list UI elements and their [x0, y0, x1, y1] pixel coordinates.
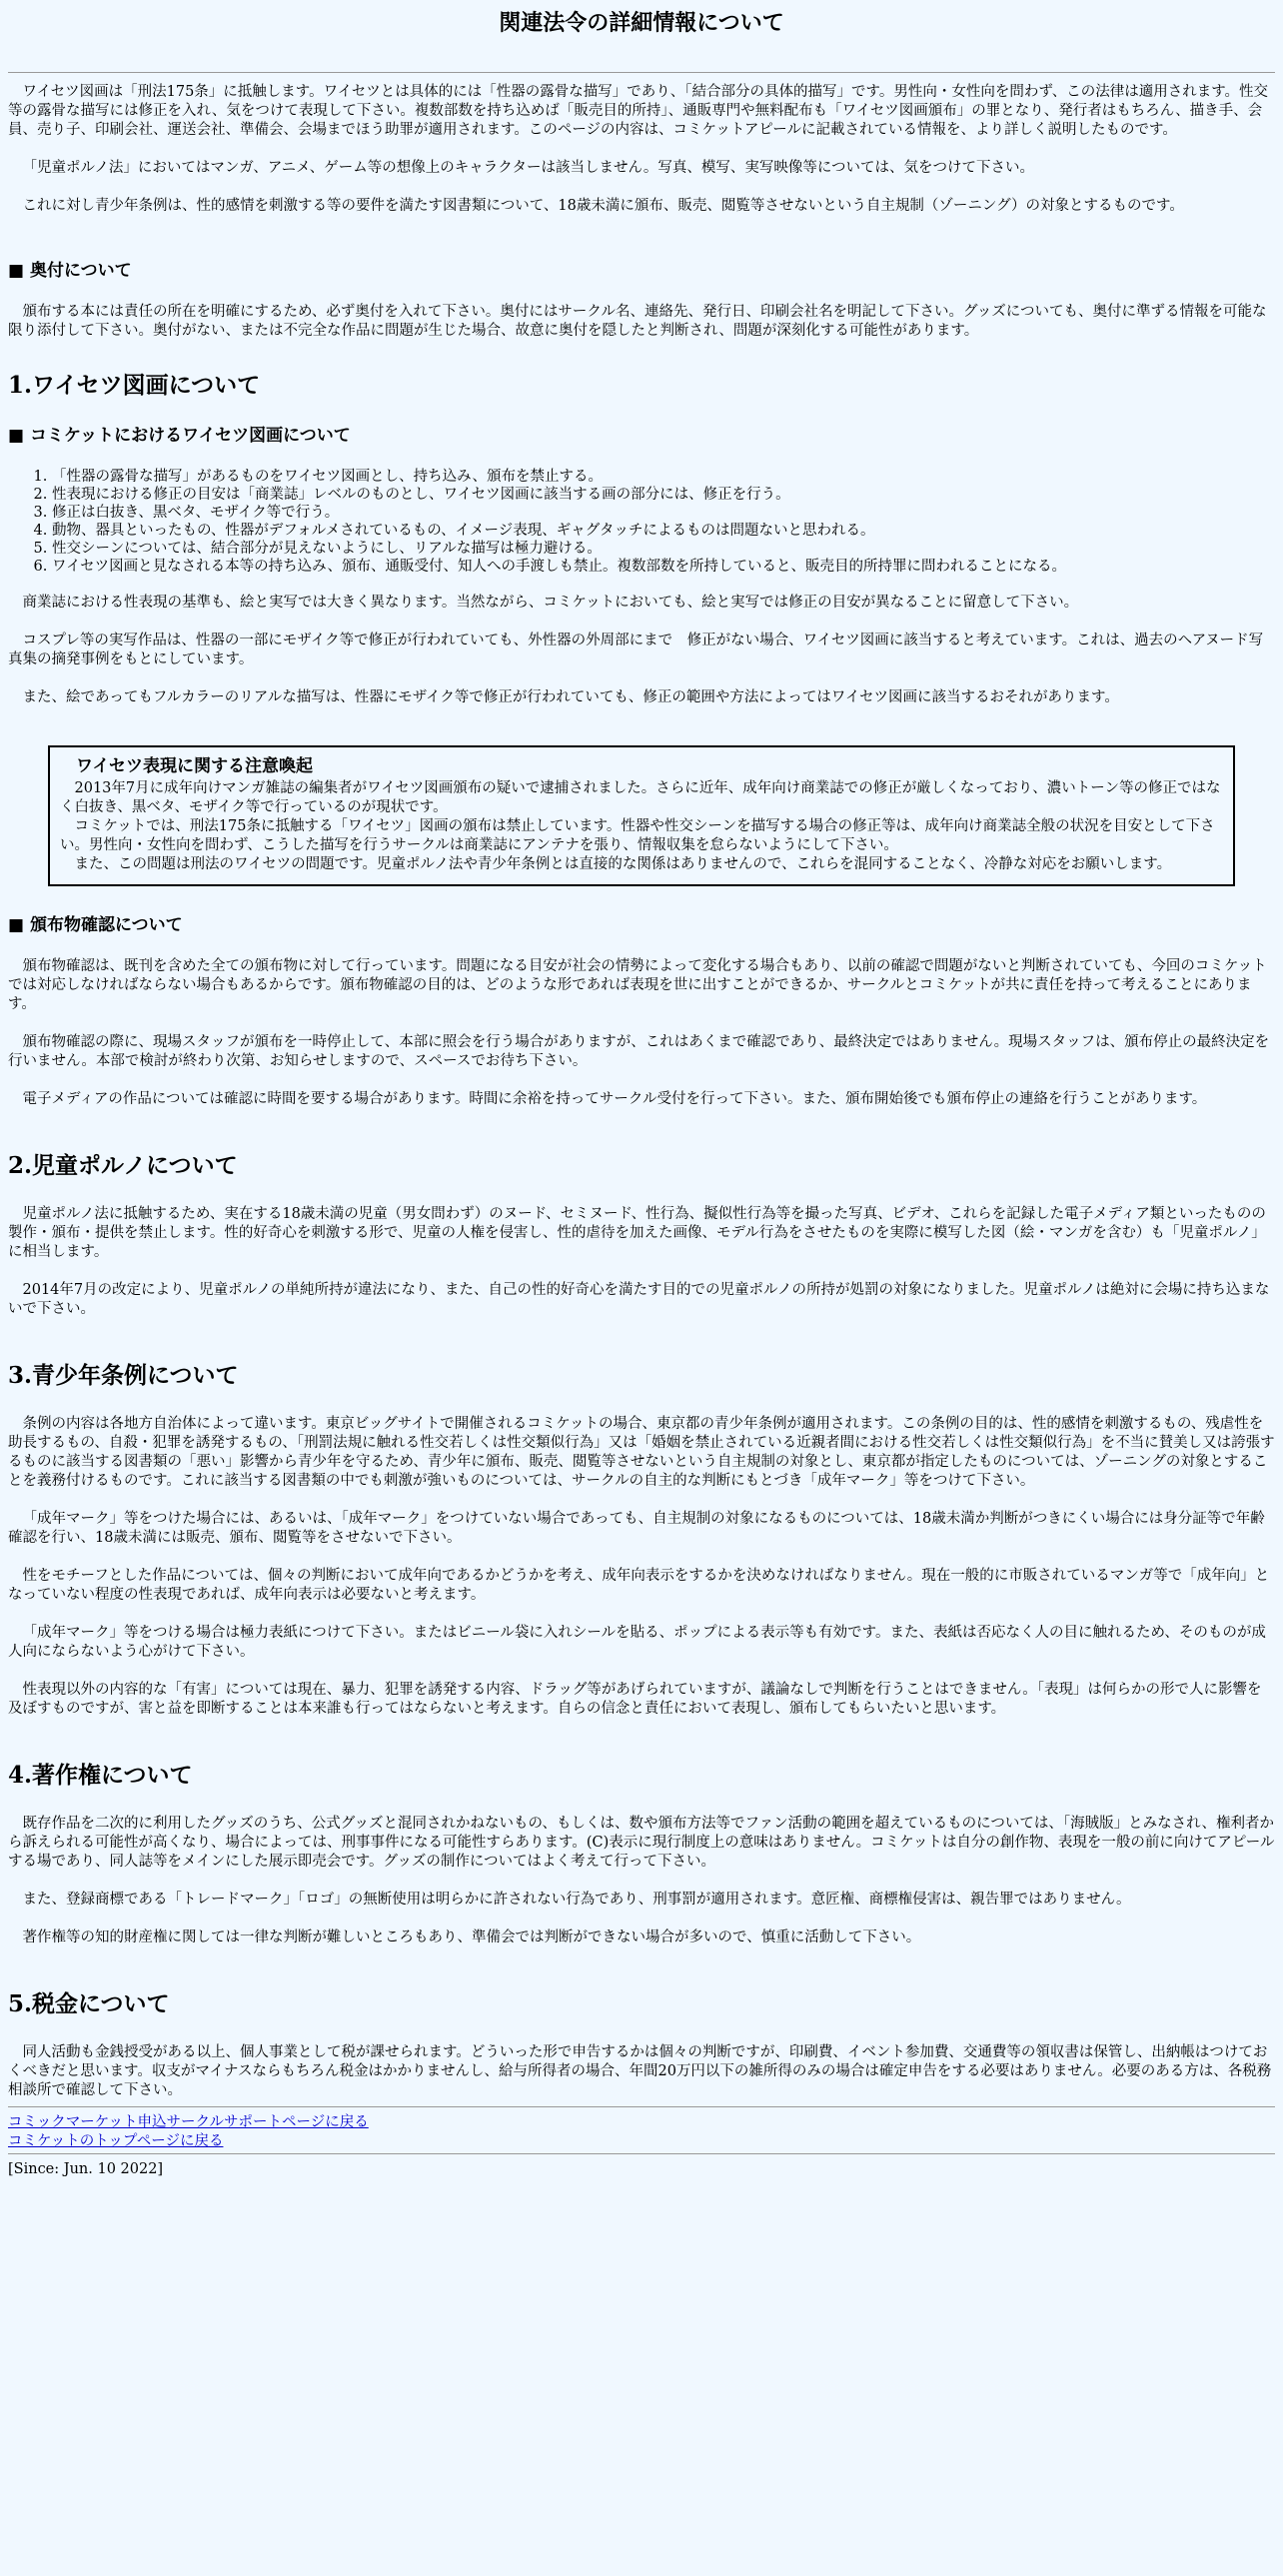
support-page-link[interactable]: コミックマーケット申込サークルサポートページに戻る	[8, 2114, 369, 2130]
section3-heading: 3.青少年条例について	[8, 1362, 239, 1389]
section2-heading: 2.児童ポルノについて	[8, 1152, 238, 1179]
check-paragraph: 頒布物確認の際に、現場スタッフが頒布を一時停止して、本部に照会を行う場合がありますが、これはあくまで確認であり、最終決定ではありません。現場スタッフは、頒布停止の最終決定を行いません。本部で検討が終わり次第、お知らせしますので、スペースでお待ち下さい。	[8, 1034, 1270, 1069]
notice-paragraph: また、この問題は刑法のワイセツの問題です。児童ポルノ法や青少年条例とは直接的な関係はありませんので、これらを混同することなく、冷静な対応をお願いします。	[74, 856, 1172, 872]
section5-paragraph: 同人活動も金銭授受がある以上、個人事業として税が課せられます。どういった形で申告するかは個々の判断ですが、印刷費、イベント参加費、交通費等の領収書は保管し、出納帳はつけておくべきだと思います。収支がマイナスならもちろん税金はかかりませんし、給与所得者の場合、年間20万円以下の雑所得のみの場合は確定申告をする必要はありません。必要のある方は、各税務相談所で確認して下さい。	[8, 2044, 1272, 2098]
intro-paragraph: これに対し青少年条例は、性的感情を刺激する等の要件を満たす図書類について、18歳未満に頒布、販売、閲覧等させないという自主規制（ゾーニング）の対象とするものです。	[22, 198, 1184, 214]
rules-list	[8, 468, 1275, 576]
since-date: [Since: Jun. 10 2022]	[8, 2161, 164, 2177]
section2-paragraph: 2014年7月の改定により、児童ポルノの単純所持が違法になり、また、自己の性的好奇心を満たす目的での児童ポルノの所持が処罰の対象になりました。児童ポルノは絶対に会場に持ち込まないで下さい。	[8, 1282, 1270, 1317]
notice-box	[48, 745, 1235, 886]
rules-list-item: 5. 性交シーンについては、結合部分が見えないようにし、リアルな描写は極力避ける。	[52, 540, 1275, 558]
divider	[8, 72, 1275, 73]
notice-paragraph: コミケットでは、刑法175条に抵触する「ワイセツ」図画の頒布は禁止しています。性器や性交シーンを描写する場合の修正等は、成年向け商業誌全般の状況を目安として下さい。男性向・女性向を問わず、こうした描写を行うサークルは商業誌にアンテナを張り、情報収集を怠らないようにして下さい。	[60, 818, 1215, 853]
page	[0, 10, 1283, 2179]
section1-heading: 1.ワイセツ図画について	[8, 372, 261, 399]
footer-links	[8, 2107, 1275, 2153]
section1-paragraph: また、絵であってもフルカラーのリアルな描写は、性器にモザイク等で修正が行われていても、修正の範囲や方法によってはワイセツ図画に該当するおそれがあります。	[22, 689, 1119, 705]
rules-list-item: 1. 「性器の露骨な描写」があるものをワイセツ図画とし、持ち込み、頒布を禁止する。	[52, 468, 1275, 486]
okuzuke-paragraph: 頒布する本には責任の所在を明確にするため、必ず奥付を入れて下さい。奥付にはサークル名、連絡先、発行日、印刷会社名を明記して下さい。グッズについても、奥付に準ずる情報を可能な限り添付して下さい。奥付がない、または不完全な作品に問題が生じた場合、故意に奥付を隠したと判断され、問題が深刻化する可能性があります。	[8, 304, 1267, 339]
check-heading: ■ 頒布物確認について	[8, 915, 183, 935]
section4-heading: 4.著作権について	[8, 1762, 193, 1789]
intro-paragraph: ワイセツ図画は「刑法175条」に抵触します。ワイセツとは具体的には「性器の露骨な描写」であり、「結合部分の具体的描写」です。男性向・女性向を問わず、この法律は適用されます。性交等の露骨な描写には修正を入れ、気をつけて表現して下さい。複数部数を持ち込めば「販売目的所持」、通販専門や無料配布も「ワイセツ図画頒布」の罪となり、発行者はもちろん、描き手、会員、売り子、印刷会社、運送会社、準備会、会場までほう助罪が適用されます。このページの内容は、コミケットアピールに記載されている情報を、より詳しく説明したものです。	[8, 84, 1269, 138]
section1-paragraph: 商業誌における性表現の基準も、絵と実写では大きく異なります。当然ながら、コミケットにおいても、絵と実写では修正の目安が異なることに留意して下さい。	[22, 595, 1079, 611]
check-paragraph: 電子メディアの作品については確認に時間を要する場合があります。時間に余裕を持ってサークル受付を行って下さい。また、頒布開始後でも頒布停止の連絡を行うことがあります。	[22, 1091, 1207, 1107]
section1-subheading: ■ コミケットにおけるワイセツ図画について	[8, 426, 351, 446]
intro-paragraph: 「児童ポルノ法」においてはマンガ、アニメ、ゲーム等の想像上のキャラクターは該当しません。写真、模写、実写映像等については、気をつけて下さい。	[22, 160, 1035, 176]
section2-paragraph: 児童ポルノ法に抵触するため、実在する18歳未満の児童（男女問わず）のヌード、セミヌード、性行為、擬似性行為等を撮った写真、ビデオ、これらを記録した電子メディア類といったものの製作・頒布・提供を禁止します。性的好奇心を刺激する形で、児童の人権を侵害し、性的虐待を加えた画像、モデル行為をさせたものを実際に模写した図（絵・マンガを含む）も「児童ポルノ」に相当します。	[8, 1206, 1266, 1260]
section5-heading: 5.税金について	[8, 1990, 170, 2017]
notice-heading: ワイセツ表現に関する注意喚起	[76, 756, 313, 776]
check-paragraph: 頒布物確認は、既刊を含めた全ての頒布物に対して行っています。問題になる目安が社会の情勢によって変化する場合もあり、以前の確認で問題がないと判断されていても、今回のコミケットでは対応しなければならない場合もあるからです。頒布物確認の目的は、どのような形であれば表現を世に出すことができるか、サークルとコミケットが共に責任を持って考えることにあります。	[8, 958, 1267, 1012]
section4-paragraph: 著作権等の知的財産権に関しては一律な判断が難しいところもあり、準備会では判断ができない場合が多いので、慎重に活動して下さい。	[22, 1930, 921, 1945]
page-title: 関連法令の詳細情報について	[499, 11, 784, 36]
section4-paragraph: また、登録商標である「トレードマーク」「ロゴ」の無断使用は明らかに許されない行為であり、刑事罰が適用されます。意匠権、商標権侵害は、親告罪ではありません。	[22, 1892, 1131, 1908]
okuzuke-heading: ■ 奥付について	[8, 261, 132, 281]
rules-list-item: 3. 修正は白抜き、黒ベタ、モザイク等で行う。	[52, 504, 1275, 522]
section3-paragraph: 性表現以外の内容的な「有害」については現在、暴力、犯罪を誘発する内容、ドラッグ等があげられていますが、議論なしで判断を行うことはできません。「表現」は何らかの形で人に影響を及ぼすものですが、害と益を即断することは本来誰も行ってはならないと考えます。自らの信念と責任において表現し、頒布してもらいたいと思います。	[8, 1682, 1262, 1717]
section3-paragraph: 「成年マーク」等をつける場合は極力表紙につけて下さい。またはビニール袋に入れシールを貼る、ポップによる表示等も有効です。また、表紙は否応なく人の目に触れるため、そのものが成人向にならないよう心がけて下さい。	[8, 1625, 1266, 1660]
section1-paragraph: コスプレ等の実写作品は、性器の一部にモザイク等で修正が行われていても、外性器の外周部にまで 修正がない場合、ワイセツ図画に該当すると考えています。これは、過去のヘアヌード写真集の摘発事例をもとにしています。	[8, 633, 1264, 667]
rules-list-item: 2. 性表現における修正の目安は「商業誌」レベルのものとし、ワイセツ図画に該当する画の部分には、修正を行う。	[52, 486, 1275, 504]
section3-paragraph: 性をモチーフとした作品については、個々の判断において成年向であるかどうかを考え、成年向表示をするかを決めなければなりません。現在一般的に市販されているマンガ等で「成年向」となっていない程度の性表現であれば、成年向表示は必要ないと考えます。	[8, 1568, 1270, 1603]
rules-list-item: 6. ワイセツ図画と見なされる本等の持ち込み、頒布、通販受付、知人への手渡しも禁止。複数部数を所持していると、販売目的所持罪に問われることになる。	[52, 558, 1275, 576]
section4-paragraph: 既存作品を二次的に利用したグッズのうち、公式グッズと混同されかねないもの、もしくは、数や頒布方法等でファン活動の範囲を超えているものについては、「海賊版」とみなされ、権利者から訴えられる可能性が高くなり、場合によっては、刑事事件になる可能性すらあります。(C)表示に現行制度上の意味はありません。コミケットは自分の創作物、表現を一般の前に向けてアピールする場であり、同人誌等をメインにした展示即売会です。グッズの制作についてはよく考えて行って下さい。	[8, 1816, 1275, 1870]
top-page-link[interactable]: コミケットのトップページに戻る	[8, 2133, 224, 2149]
section3-paragraph: 「成年マーク」等をつけた場合には、あるいは、「成年マーク」をつけていない場合であっても、自主規制の対象になるものについては、18歳未満か判断がつきにくい場合には身分証等で年齢確認を行い、18歳未満には販売、頒布、閲覧等をさせないで下さい。	[8, 1511, 1265, 1546]
notice-paragraph: 2013年7月に成年向けマンガ雑誌の編集者がワイセツ図画頒布の疑いで逮捕されました。さらに近年、成年向け商業誌での修正が厳しくなっており、濃いトーン等の修正ではなく白抜き、黒ベタ、モザイク等で行っているのが現状です。	[60, 780, 1221, 815]
rules-list-item: 4. 動物、器具といったもの、性器がデフォルメされているもの、イメージ表現、ギャグタッチによるものは問題ないと思われる。	[52, 522, 1275, 540]
section3-paragraph: 条例の内容は各地方自治体によって違います。東京ビッグサイトで開催されるコミケットの場合、東京都の青少年条例が適用されます。この条例の目的は、性的感情を刺激するもの、残虐性を助長するもの、自殺・犯罪を誘発するもの、「刑罰法規に触れる性交若しくは性交類似行為」又は「婚姻を禁止されている近親者間における性交若しくは性交類似行為」を不当に賛美し又は誇張するものに該当する図書類の「悪い」影響から青少年を守るため、青少年に頒布、販売、閲覧等させないという自主規制の対象とし、東京都が指定したものについては、ゾーニングの対象とすることを義務付けるものです。これに該当する図書類の中でも刺激が強いものについては、サークルの自主的な判断にもとづき「成年マーク」等をつけて下さい。	[8, 1416, 1275, 1489]
